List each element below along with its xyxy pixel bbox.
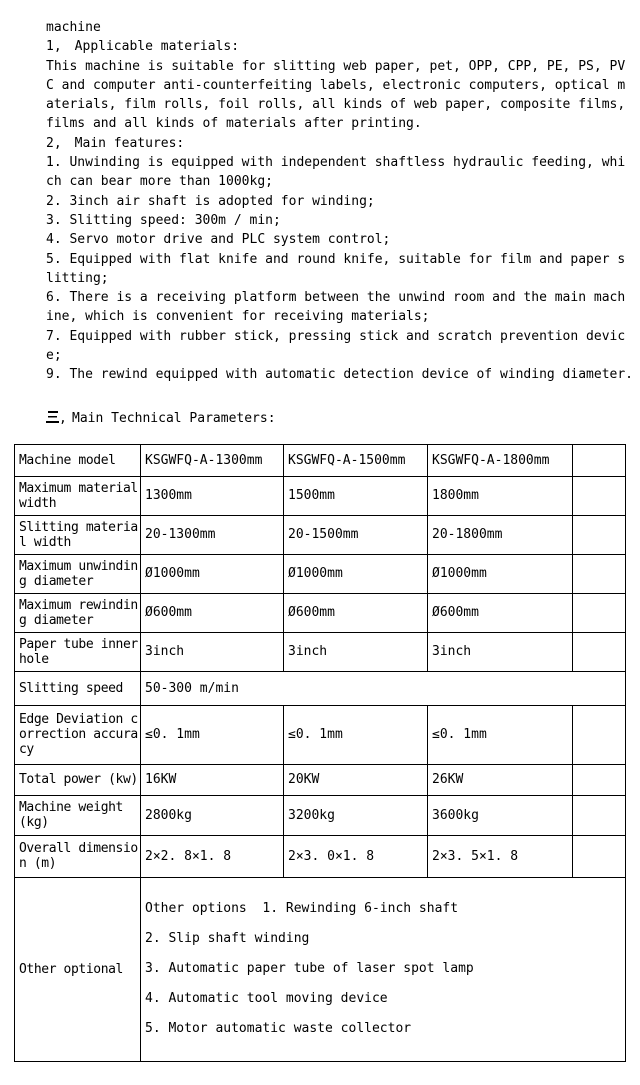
table-row (15, 795, 626, 835)
param-value-cell: 1300mm (141, 476, 284, 515)
option-line: 4. Automatic tool moving device (145, 991, 388, 1007)
text-line: aterials, film rolls, foil rolls, all kinds of web paper, composite films, (46, 97, 626, 113)
empty-cell (573, 593, 626, 632)
text-line: films and all kinds of materials after printing. (46, 116, 422, 132)
param-value-cell: 2×3. 5×1. 8 (428, 835, 573, 877)
param-label-cell: Slitting material width (15, 515, 141, 554)
param-value-cell: ≤0. 1mm (141, 705, 284, 764)
text-line: 6. There is a receiving platform between the unwind room and the main mach (46, 290, 626, 306)
param-value-cell: ≤0. 1mm (428, 705, 573, 764)
empty-cell (573, 554, 626, 593)
param-value-cell: Ø600mm (141, 593, 284, 632)
table-row (15, 593, 626, 632)
param-label-cell: Slitting speed (15, 671, 141, 705)
param-value-cell: Ø1000mm (284, 554, 428, 593)
param-value-cell: 16KW (141, 764, 284, 795)
table-row (15, 705, 626, 764)
param-value-cell: 2×2. 8×1. 8 (141, 835, 284, 877)
param-value-cell: 1800mm (428, 476, 573, 515)
param-value-cell: ≤0. 1mm (284, 705, 428, 764)
ideographic-comma-glyph (59, 409, 72, 428)
param-label-cell: Total power (kw) (15, 764, 141, 795)
param-value-cell: 20-1300mm (141, 515, 284, 554)
text-line: 3. Slitting speed: 300m / min; (46, 212, 281, 228)
ideographic-comma-glyph (54, 134, 67, 153)
table-row (15, 476, 626, 515)
empty-cell (573, 705, 626, 764)
option-line: Other options 1. Rewinding 6-inch shaft (145, 901, 459, 917)
text-line: ine, which is convenient for receiving materials; (46, 309, 430, 325)
param-value-cell: Ø1000mm (428, 554, 573, 593)
other-options-cell (141, 877, 626, 1061)
param-value-cell: 20-1800mm (428, 515, 573, 554)
text-line: 7. Equipped with rubber stick, pressing stick and scratch prevention devic (46, 328, 626, 344)
param-label-cell: Edge Deviation correction accuracy (15, 705, 141, 764)
text-line: litting; (46, 270, 109, 286)
empty-cell (573, 476, 626, 515)
param-value-cell: 2×3. 0×1. 8 (284, 835, 428, 877)
table-row (15, 877, 626, 1061)
param-value-cell: 3600kg (428, 795, 573, 835)
param-label-cell: Overall dimension (m) (15, 835, 141, 877)
table-row (15, 632, 626, 671)
table-body (15, 444, 626, 1061)
table-row (15, 554, 626, 593)
text-line: machine (46, 20, 101, 35)
param-label-cell: Machine model (15, 444, 141, 476)
text-line: 9. The rewind equipped with automatic detection device of winding diameter. (46, 367, 633, 383)
text-line: ch can bear more than 1000kg; (46, 174, 273, 190)
param-label-cell: Maximum rewinding diameter (15, 593, 141, 632)
text-line: 2 , Main features: (46, 134, 640, 153)
param-label-cell: Maximum unwinding diameter (15, 554, 141, 593)
empty-cell (573, 795, 626, 835)
param-label-cell: Other optional (15, 877, 141, 1061)
cjk-three-glyph (46, 411, 59, 423)
param-label-cell: Maximum material width (15, 476, 141, 515)
empty-cell (573, 515, 626, 554)
empty-cell (573, 764, 626, 795)
param-value-cell: 3200kg (284, 795, 428, 835)
param-value-cell: 1500mm (284, 476, 428, 515)
param-value-cell: KSGWFQ-A-1300mm (141, 444, 284, 476)
param-value-cell: Ø600mm (428, 593, 573, 632)
param-label-cell: Paper tube inner hole (15, 632, 141, 671)
empty-cell (573, 444, 626, 476)
param-value-cell: 50-300 m/min (141, 671, 626, 705)
text-line: 1. Unwinding is equipped with independent shaftless hydraulic feeding, whi (46, 155, 626, 171)
table-row (15, 444, 626, 476)
param-value-cell: 20-1500mm (284, 515, 428, 554)
text-line: 4. Servo motor drive and PLC system control; (46, 232, 391, 248)
param-value-cell: 3inch (141, 632, 284, 671)
option-line: 3. Automatic paper tube of laser spot lamp (145, 961, 474, 977)
table-row (15, 835, 626, 877)
text-line: 2. 3inch air shaft is adopted for winding; (46, 193, 375, 209)
text-line: 1 , Applicable materials: (46, 37, 640, 56)
text-line: e; (46, 348, 62, 364)
text-line: This machine is suitable for slitting web paper, pet, OPP, CPP, PE, PS, PV (46, 58, 626, 74)
param-value-cell: 3inch (428, 632, 573, 671)
table-row (15, 671, 626, 705)
empty-cell (573, 835, 626, 877)
param-value-cell: KSGWFQ-A-1500mm (284, 444, 428, 476)
param-label-cell: Machine weight (kg) (15, 795, 141, 835)
table-row (15, 515, 626, 554)
text-line: C and computer anti-counterfeiting labels, electronic computers, optical m (46, 77, 626, 93)
param-value-cell: 3inch (284, 632, 428, 671)
param-value-cell: Ø600mm (284, 593, 428, 632)
option-line: 2. Slip shaft winding (145, 931, 310, 947)
table-row (15, 764, 626, 795)
param-value-cell: 2800kg (141, 795, 284, 835)
intro-text (0, 0, 640, 385)
technical-parameters-table (14, 444, 626, 1062)
option-line: 5. Motor automatic waste collector (145, 1021, 412, 1037)
text-line: 5. Equipped with flat knife and round knife, suitable for film and paper s (46, 251, 626, 267)
section-heading: , Main Technical Parameters: (46, 409, 640, 428)
empty-cell (573, 632, 626, 671)
ideographic-comma-glyph (54, 37, 67, 56)
param-value-cell: 26KW (428, 764, 573, 795)
param-value-cell: 20KW (284, 764, 428, 795)
param-value-cell: Ø1000mm (141, 554, 284, 593)
param-value-cell: KSGWFQ-A-1800mm (428, 444, 573, 476)
